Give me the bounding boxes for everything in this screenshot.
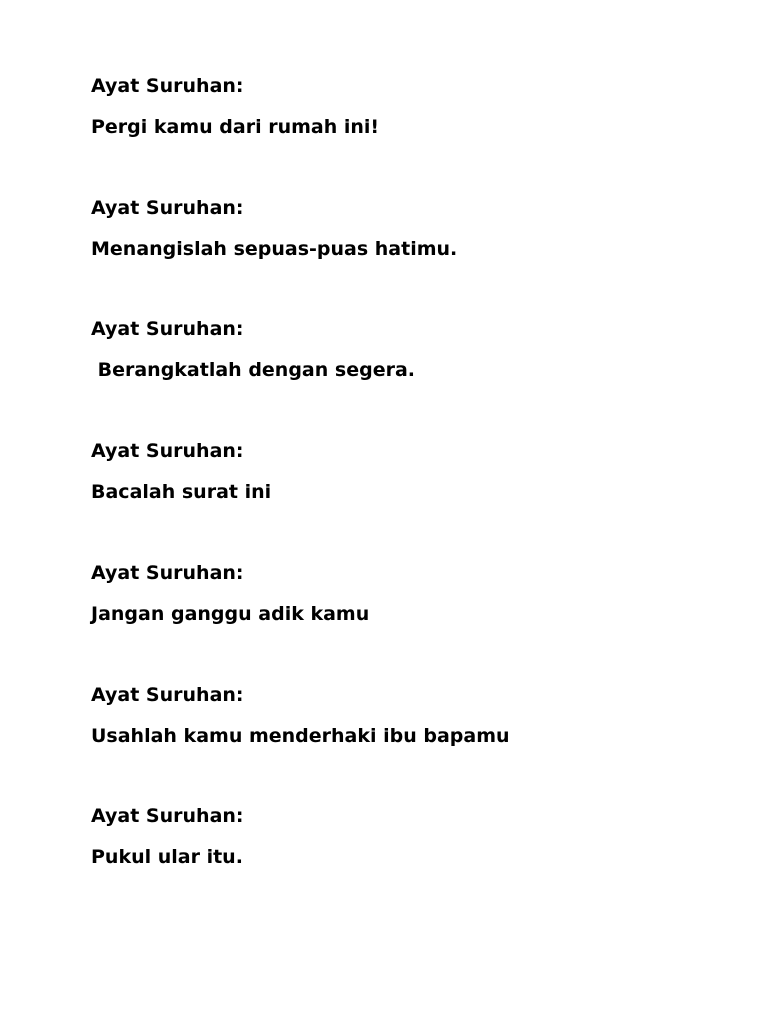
entry-sentence: Jangan ganggu adik kamu xyxy=(91,603,370,625)
entry-2 xyxy=(91,197,731,260)
entry-sentence: Berangkatlah dengan segera. xyxy=(91,359,415,381)
entry-sentence: Usahlah kamu menderhaki ibu bapamu xyxy=(91,725,510,747)
entry-1 xyxy=(91,75,731,138)
entry-sentence: Menangislah sepuas-puas hatimu. xyxy=(91,238,458,260)
entry-sentence: Bacalah surat ini xyxy=(91,481,272,503)
entry-7 xyxy=(91,805,731,868)
entry-label: Ayat Suruhan: xyxy=(91,562,244,584)
entry-sentence: Pergi kamu dari rumah ini! xyxy=(91,116,380,138)
entry-label: Ayat Suruhan: xyxy=(91,75,244,97)
entry-label: Ayat Suruhan: xyxy=(91,684,244,706)
entry-3 xyxy=(91,318,731,381)
entry-6 xyxy=(91,684,731,747)
entry-label: Ayat Suruhan: xyxy=(91,318,244,340)
entry-5 xyxy=(91,562,731,625)
entry-sentence: Pukul ular itu. xyxy=(91,846,243,868)
entry-label: Ayat Suruhan: xyxy=(91,197,244,219)
entry-label: Ayat Suruhan: xyxy=(91,440,244,462)
entry-label: Ayat Suruhan: xyxy=(91,805,244,827)
entry-4 xyxy=(91,440,731,503)
